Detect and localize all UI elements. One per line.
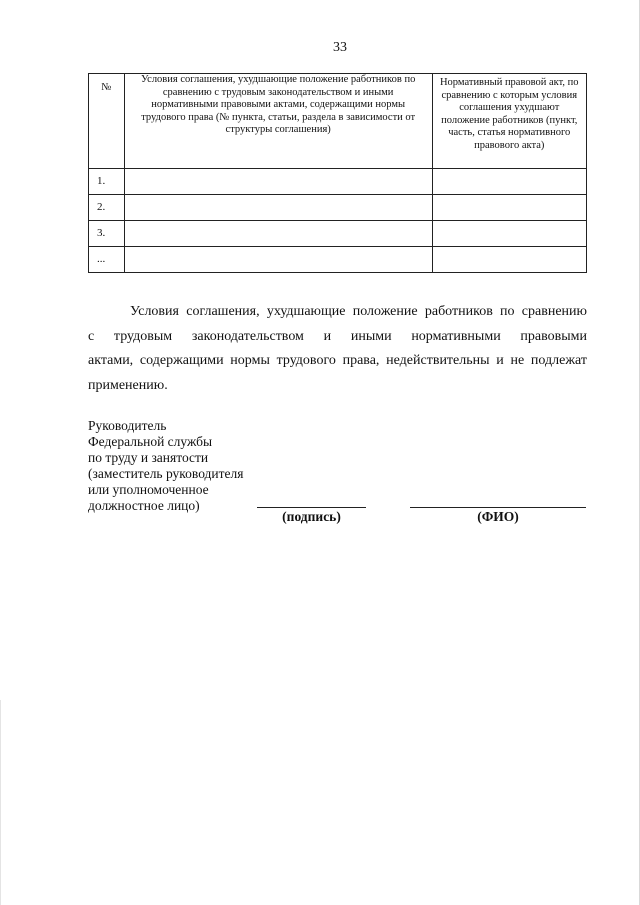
table-header-row xyxy=(89,74,587,169)
row-conditions-cell xyxy=(124,169,432,195)
statement-line: актами, содержащими нормы трудового права, недействительны и не подлежат xyxy=(88,353,587,368)
row-act-cell xyxy=(432,169,586,195)
signatory-title xyxy=(88,418,268,514)
table-row xyxy=(89,247,587,273)
table-row xyxy=(89,195,587,221)
page-edge-left xyxy=(0,700,1,905)
signatory-line: по труду и занятости xyxy=(88,450,209,465)
row-num: 2. xyxy=(89,195,125,221)
table-row xyxy=(89,221,587,247)
signature-line xyxy=(257,507,366,508)
statement-line: применению. xyxy=(88,377,168,393)
invalidity-statement xyxy=(88,300,587,398)
table-row xyxy=(89,169,587,195)
header-num: № xyxy=(89,74,125,169)
row-conditions-cell xyxy=(124,221,432,247)
row-num: ... xyxy=(89,247,125,273)
statement-line: с трудовым законодательством и иными нормативными правовыми xyxy=(88,328,587,344)
full-name-caption: (ФИО) xyxy=(477,509,519,524)
row-num: 1. xyxy=(89,169,125,195)
full-name-line xyxy=(410,507,586,508)
signatory-line: (заместитель руководителя xyxy=(88,466,244,481)
signature-caption: (подпись) xyxy=(282,509,341,524)
signatory-line: Руководитель xyxy=(88,418,167,433)
statement-line: Условия соглашения, ухудшающие положение работников по сравнению xyxy=(130,304,587,319)
row-num: 3. xyxy=(89,221,125,247)
signatory-line: или уполномоченное xyxy=(88,482,209,497)
row-act-cell xyxy=(432,221,586,247)
row-conditions-cell xyxy=(124,195,432,221)
row-conditions-cell xyxy=(124,247,432,273)
signatory-line: должностное лицо) xyxy=(88,498,200,513)
agreement-conditions-table xyxy=(88,73,587,273)
row-act-cell xyxy=(432,247,586,273)
page-number: 33 xyxy=(333,40,347,55)
header-normative-act: Нормативный правовой акт, по сравнению с которым условия соглашения ухудшают положение работников (пункт, часть, статья нормативного правового акта) xyxy=(432,74,586,169)
row-act-cell xyxy=(432,195,586,221)
header-conditions: Условия соглашения, ухудшающие положение работников по сравнению с трудовым законодательством и иными нормативными правовыми актами, содержащими нормы трудового права (№ пункта, статьи, раздела в зависимости от структуры соглашения) xyxy=(124,74,432,169)
signatory-line: Федеральной службы xyxy=(88,434,213,449)
